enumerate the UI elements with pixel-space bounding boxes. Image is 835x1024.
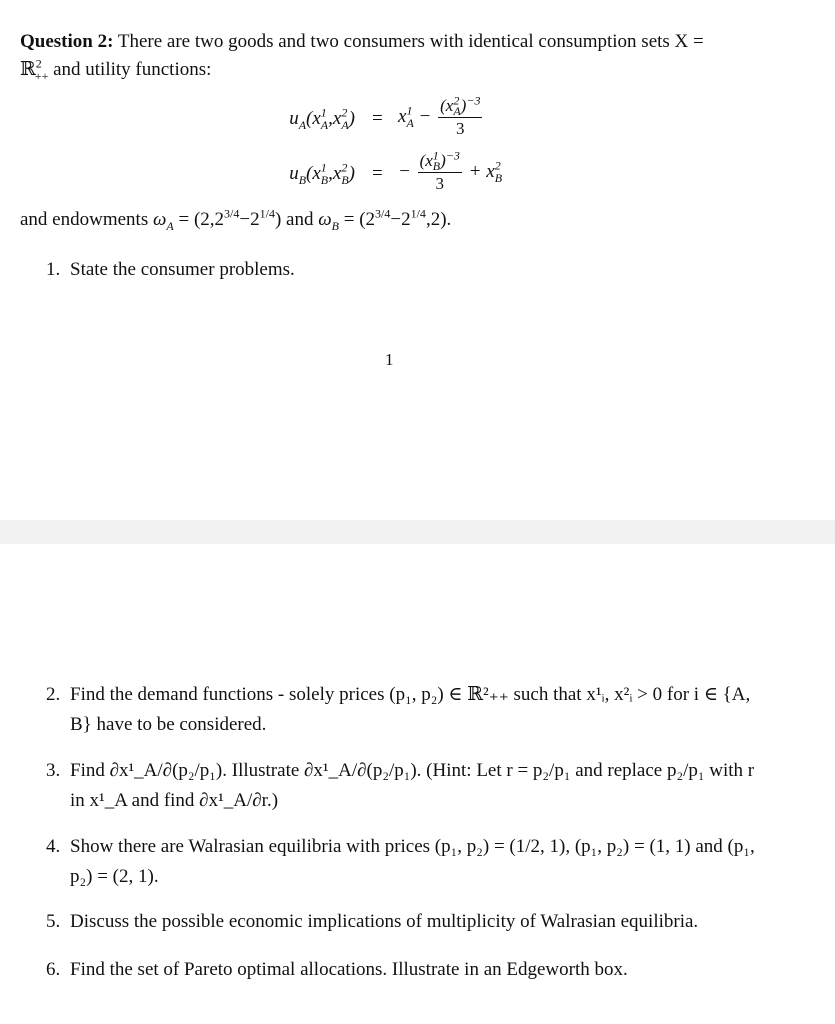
page-separator xyxy=(0,520,835,544)
utility-a-equation xyxy=(0,95,835,145)
consumption-set: ℝ$^2_{++}$ xyxy=(20,56,49,83)
item-1-number: 1. xyxy=(46,259,61,280)
item-6-number: 6. xyxy=(46,959,61,980)
question-label: Question 2: xyxy=(20,31,114,52)
item-3-text: Find ∂x¹_A/∂(p₂/p₁). Illustrate ∂x¹_A/∂(p₂/p₁). (Hint: Let r = p₂/p₁ and replace p₂/p₁ with r in x¹_A and find ∂x¹_A/∂r.) xyxy=(70,760,755,811)
endowment-b: $\omega_B$ xyxy=(318,209,339,233)
utility-b-equals: = xyxy=(372,163,383,184)
item-5-number: 5. xyxy=(46,911,61,932)
endowment-a: $\omega_A$ xyxy=(152,209,174,233)
endowment-and: and xyxy=(286,209,314,230)
item-3-number: 3. xyxy=(46,760,61,781)
endowments-prefix: and endowments xyxy=(20,209,149,230)
utility-a-lhs: $u_A(x^1_A,x^2_A)$ xyxy=(289,105,355,132)
endowments-line: and endowments $\omega_A = (2,2^{3/4}-2^{1/4})$ and $\omega_B = (2^{3/4}-2^{1/4},2)$. xyxy=(20,206,452,233)
item-1-text: State the consumer problems. xyxy=(70,259,295,280)
question-intro-line xyxy=(20,30,704,54)
utility-a-rhs: $x^1_A$ − $\frac{(x^2_A)^{-3}}{3}$ xyxy=(398,93,481,138)
item-6-text: Find the set of Pareto optimal allocations. Illustrate in an Edgeworth box. xyxy=(70,959,628,980)
utility-b-rhs: − $\frac{(x^1_B)^{-3}}{3}$ + $x^2_B$ xyxy=(398,148,503,193)
item-2-text: Find the demand functions - solely prices (p₁, p₂) ∈ ℝ²₊₊ such that x¹ᵢ, x²ᵢ > 0 for i ∈ {A, B} have to be considered. xyxy=(70,684,751,735)
utility-b-equation xyxy=(0,150,835,200)
page-number: 1 xyxy=(385,350,394,369)
item-2-number: 2. xyxy=(46,684,61,705)
question-intro-line-2 xyxy=(20,58,211,82)
question-intro-text-2: and utility functions: xyxy=(53,59,212,80)
question-intro-text: There are two goods and two consumers with identical consumption sets X = xyxy=(117,31,704,52)
utility-a-equals: = xyxy=(372,108,383,129)
utility-b-lhs: $u_B(x^1_B,x^2_B)$ xyxy=(289,160,355,187)
item-5-text: Discuss the possible economic implications of multiplicity of Walrasian equilibria. xyxy=(70,911,699,932)
item-4-text: Show there are Walrasian equilibria with prices (p₁, p₂) = (1/2, 1), (p₁, p₂) = (1, 1) and (p₁, p₂) = (2, 1). xyxy=(70,836,755,887)
page-bottom xyxy=(0,544,835,1024)
item-4-number: 4. xyxy=(46,836,61,857)
